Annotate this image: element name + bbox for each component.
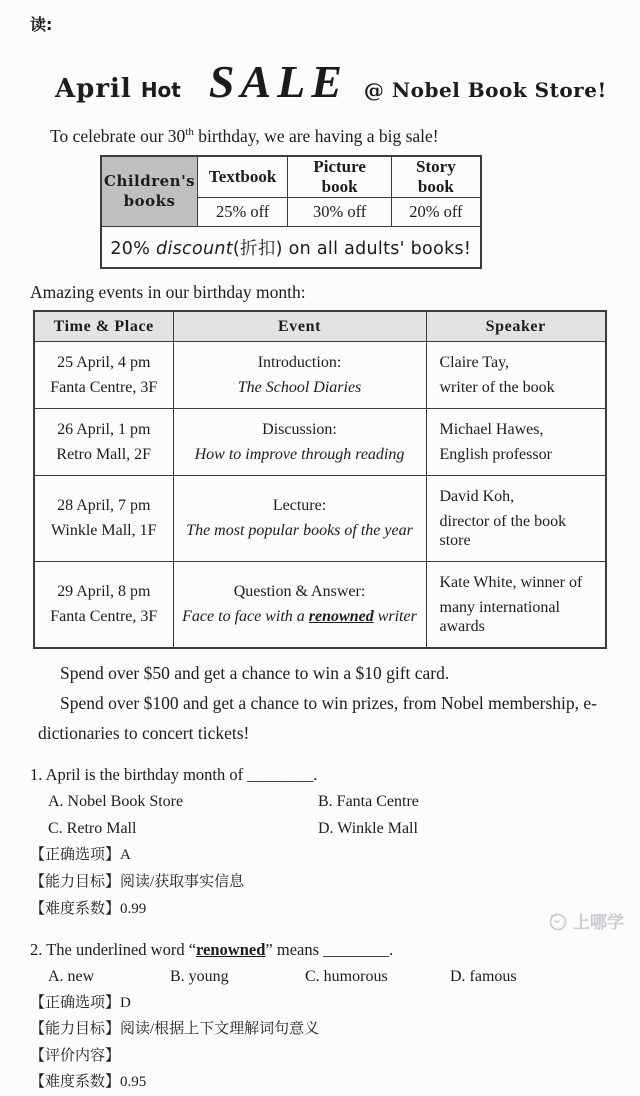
event-4-title (182, 607, 418, 626)
event-1-speaker-name: Claire Tay, (439, 353, 510, 371)
question-2-option-a: A. new (48, 967, 95, 985)
event-row-1 (34, 341, 606, 408)
event-3-time-place (34, 475, 173, 561)
event-4-speaker-role: many international awards (439, 598, 560, 635)
question-1-difficulty: 【难度系数】0.99 (30, 900, 147, 917)
event-3-place: Winkle Mall, 1F (50, 522, 157, 540)
event-4-place: Fanta Centre, 3F (50, 608, 158, 626)
event-4-speaker-name: Kate White, winner of (439, 573, 583, 591)
question-2-evaluation: 【评价内容】 (30, 1047, 121, 1064)
children-books-line1: Children's (104, 172, 196, 191)
events-header-speaker: Speaker (426, 311, 606, 341)
event-2-event (173, 408, 426, 475)
discount-header-row (101, 156, 481, 198)
event-2-speaker (426, 408, 606, 475)
events-header-row (34, 311, 606, 341)
read-label: 读: (30, 15, 53, 34)
question-1-options-row-1 (48, 788, 640, 815)
question-2-option-d: D. famous (450, 967, 517, 985)
event-row-2 (34, 408, 606, 475)
question-2-renowned-word: renowned (196, 939, 266, 959)
question-1-stem: 1. April is the birthday month of ________. (30, 764, 318, 784)
event-3-speaker-name: David Koh, (439, 487, 515, 505)
banner-hot: Hot (140, 78, 181, 102)
event-3-speaker-role: director of the book store (439, 512, 567, 549)
question-2-option-b: B. young (170, 967, 229, 985)
question-1-option-b: B. Fanta Centre (318, 792, 419, 810)
intro-pre: To celebrate our 30 (50, 125, 186, 146)
banner-sale: SALE (208, 56, 348, 107)
adults-discount-post: (折扣) on all adults' books! (232, 238, 472, 259)
event-1-time: 25 April, 4 pm (57, 353, 151, 371)
question-2-difficulty: 【难度系数】0.95 (30, 1074, 147, 1091)
offer-picture-book: 30% off (288, 197, 392, 226)
event-2-speaker-role: English professor (439, 445, 552, 463)
event-1-place: Fanta Centre, 3F (50, 378, 158, 396)
events-table (33, 310, 607, 649)
event-4-title-pre: Face to face with a (182, 608, 309, 626)
adults-discount-note (101, 226, 481, 268)
discount-table (100, 155, 482, 270)
children-books-line2: books (123, 192, 176, 211)
event-3-speaker (426, 475, 606, 561)
question-2-stem (30, 936, 640, 963)
event-2-place: Retro Mall, 2F (56, 445, 152, 463)
question-2-option-c: C. humorous (305, 967, 388, 985)
question-2-ability-goal: 【能力目标】阅读/根据上下文理解词句意义 (30, 1021, 320, 1038)
question-2-options-row (48, 963, 640, 990)
events-caption: Amazing events in our birthday month: (30, 282, 306, 303)
event-4-event (173, 561, 426, 648)
event-2-speaker-name: Michael Hawes, (439, 420, 544, 438)
intro-line (50, 120, 640, 148)
event-4-time: 29 April, 8 pm (57, 583, 151, 601)
event-3-type: Lecture: (272, 497, 327, 515)
event-4-type: Question & Answer: (233, 583, 366, 601)
sale-banner (55, 55, 640, 108)
question-1-option-a: A. Nobel Book Store (48, 792, 184, 810)
events-header-time-place: Time & Place (34, 311, 173, 341)
question-1 (0, 761, 640, 923)
question-2-correct-answer: 【正确选项】D (30, 994, 131, 1011)
question-1-options-row-2 (48, 815, 640, 842)
promo-line-3: dictionaries to concert tickets! (38, 722, 250, 743)
adults-discount-word: discount (156, 238, 233, 259)
question-1-ability-goal: 【能力目标】阅读/获取事实信息 (30, 873, 245, 890)
banner-april: April (55, 74, 132, 104)
event-3-event (173, 475, 426, 561)
column-header-picture-book: Picture book (288, 156, 392, 198)
banner-store-name: @ Nobel Book Store! (363, 78, 607, 102)
watermark (546, 908, 624, 933)
adults-discount-pre: 20% (110, 238, 157, 259)
offer-textbook: 25% off (198, 197, 288, 226)
intro-ordinal-sup: th (185, 126, 194, 138)
event-1-title: The School Diaries (237, 378, 362, 396)
offer-story-book: 20% off (392, 197, 481, 226)
event-1-time-place (34, 341, 173, 408)
column-header-story-book: Story book (392, 156, 481, 198)
event-2-time: 26 April, 1 pm (57, 420, 151, 438)
children-books-cell (101, 156, 198, 227)
event-1-speaker (426, 341, 606, 408)
event-2-time-place (34, 408, 173, 475)
event-1-event (173, 341, 426, 408)
question-2-stem-post: ” means ________. (265, 939, 394, 959)
event-4-speaker (426, 561, 606, 648)
event-2-type: Discussion: (262, 420, 337, 438)
intro-post: birthday, we are having a big sale! (193, 125, 439, 146)
question-2-stem-pre: 2. The underlined word “ (30, 939, 197, 959)
event-2-title: How to improve through reading (194, 445, 405, 463)
event-3-time: 28 April, 7 pm (57, 497, 151, 515)
event-4-title-post: writer (373, 608, 417, 626)
watermark-text: 上哪学 (573, 913, 624, 933)
event-1-speaker-role: writer of the book (439, 378, 555, 396)
event-row-4 (34, 561, 606, 648)
promo-line-1: Spend over $50 and get a chance to win a $10 gift card. (60, 662, 450, 683)
event-4-time-place (34, 561, 173, 648)
event-row-3 (34, 475, 606, 561)
event-4-title-renowned-word: renowned (308, 608, 374, 626)
events-header-event: Event (173, 311, 426, 341)
column-header-textbook: Textbook (198, 156, 288, 198)
event-3-title: The most popular books of the year (186, 522, 413, 540)
question-1-correct-answer: 【正确选项】A (30, 846, 131, 863)
question-1-option-d: D. Winkle Mall (318, 819, 418, 837)
question-1-option-c: C. Retro Mall (48, 819, 137, 837)
question-2 (0, 936, 640, 1096)
event-1-type: Introduction: (257, 353, 342, 371)
brand-smiley-icon (546, 911, 568, 931)
promo-line-2: Spend over $100 and get a chance to win prizes, from Nobel membership, e- (60, 692, 597, 713)
discount-footer-row (101, 226, 481, 268)
